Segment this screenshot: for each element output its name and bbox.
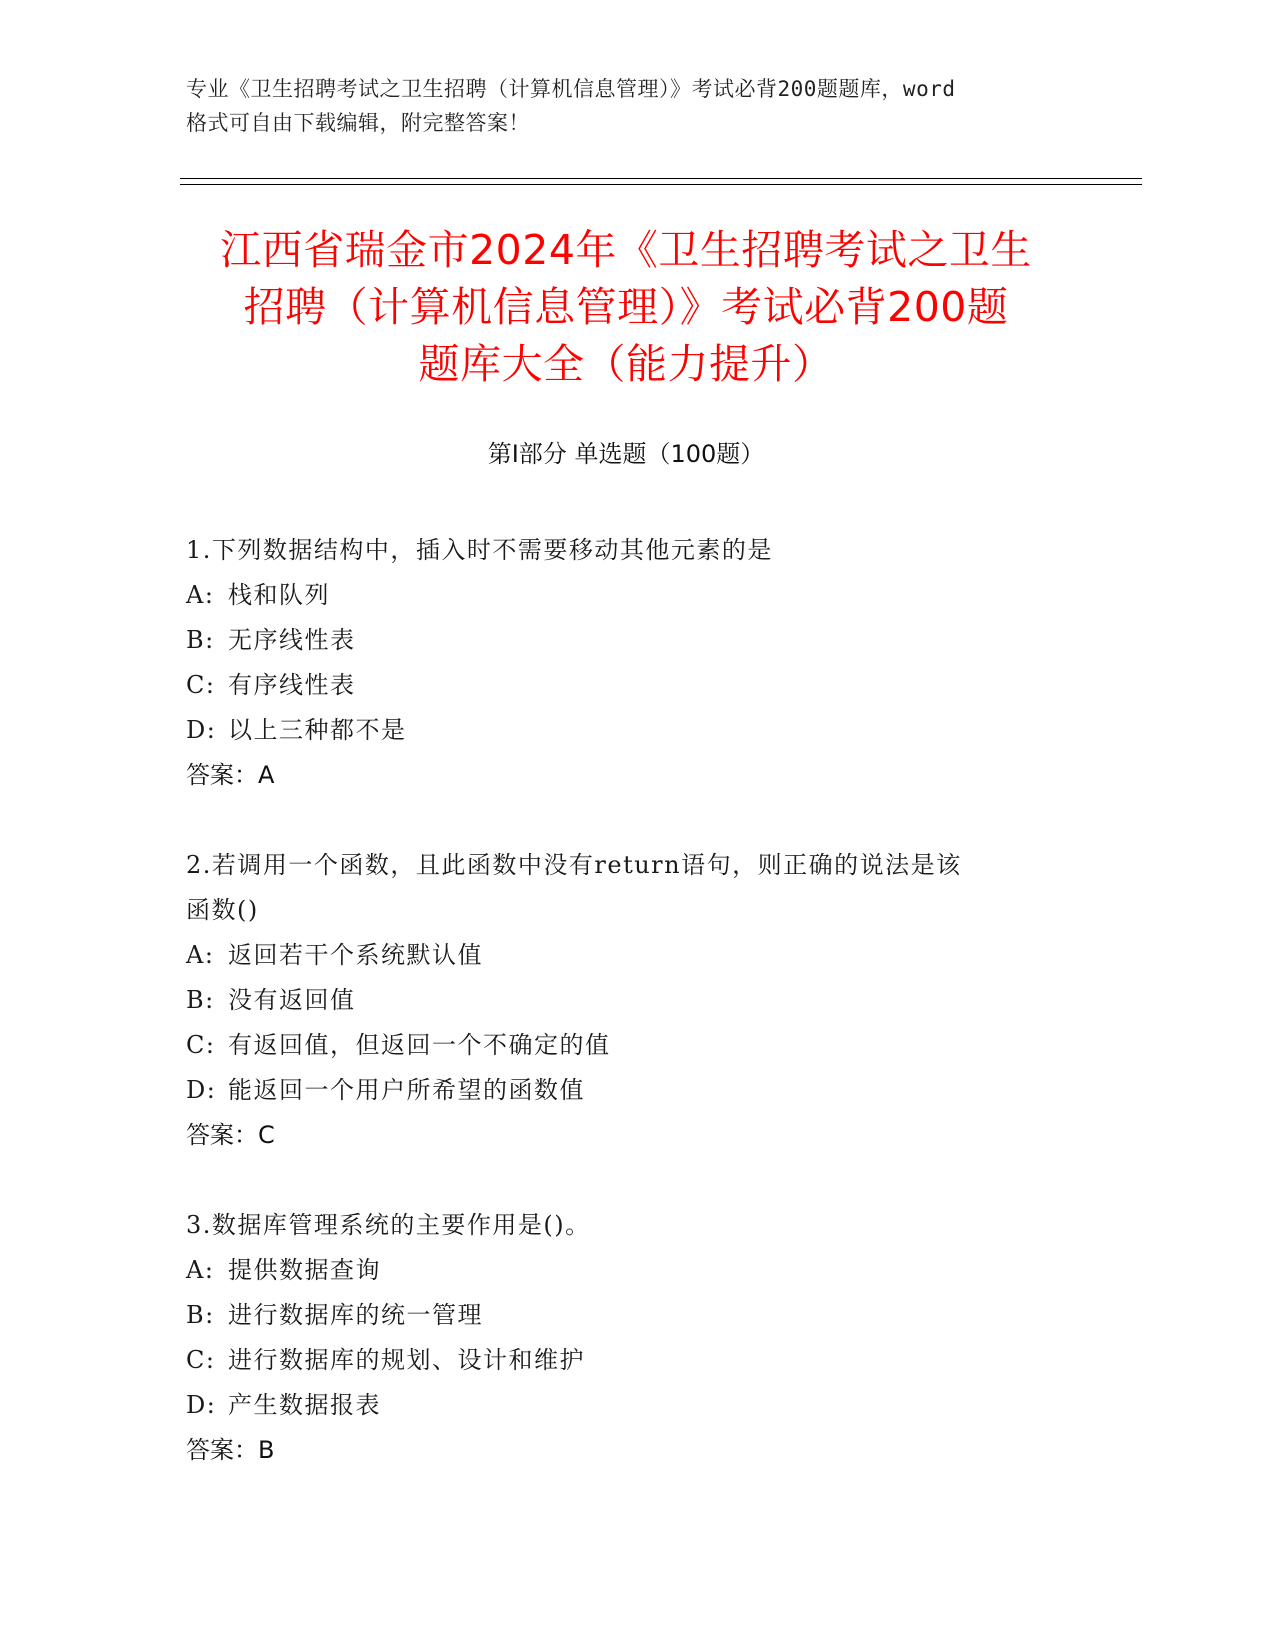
option-b <box>186 618 1086 663</box>
option-key: D: <box>186 716 217 744</box>
option-key: D: <box>186 1391 217 1419</box>
option-text: 进行数据库的统一管理 <box>228 1301 483 1329</box>
option-c <box>186 1023 1086 1068</box>
document-title-line-3: 题库大全（能力提升） <box>418 340 834 388</box>
answer-line: 答案：A <box>186 761 275 789</box>
option-text: 没有返回值 <box>228 986 356 1014</box>
option-d <box>186 708 1086 753</box>
question-2 <box>186 843 1086 1158</box>
option-text: 产生数据报表 <box>228 1391 381 1419</box>
option-key: A: <box>186 581 215 609</box>
header-divider-top <box>180 178 1142 179</box>
option-key: A: <box>186 1256 215 1284</box>
question-stem-continued: 函数() <box>186 896 259 924</box>
option-a <box>186 573 1086 618</box>
question-stem: 1.下列数据结构中，插入时不需要移动其他元素的是 <box>186 536 773 564</box>
question-spacer <box>186 1158 1086 1203</box>
option-key: C: <box>186 1031 216 1059</box>
option-key: B: <box>186 1301 215 1329</box>
option-d <box>186 1383 1086 1428</box>
option-text: 返回若干个系统默认值 <box>228 941 483 969</box>
document-title-line-1: 江西省瑞金市2024年《卫生招聘考试之卫生 <box>220 226 1032 274</box>
option-key: A: <box>186 941 215 969</box>
option-key: B: <box>186 626 215 654</box>
option-text: 能返回一个用户所希望的函数值 <box>228 1076 585 1104</box>
option-key: B: <box>186 986 215 1014</box>
option-text: 栈和队列 <box>228 581 330 609</box>
option-c <box>186 1338 1086 1383</box>
option-text: 进行数据库的规划、设计和维护 <box>228 1346 585 1374</box>
option-text: 无序线性表 <box>228 626 356 654</box>
question-spacer <box>186 798 1086 843</box>
document-title <box>176 222 1076 393</box>
option-text: 有序线性表 <box>228 671 356 699</box>
answer-line: 答案：C <box>186 1121 275 1149</box>
question-stem: 2.若调用一个函数，且此函数中没有return语句，则正确的说法是该 <box>186 851 962 879</box>
question-stem: 3.数据库管理系统的主要作用是()。 <box>186 1211 591 1239</box>
option-text: 以上三种都不是 <box>228 716 407 744</box>
question-list <box>186 528 1086 1473</box>
document-title-line-2: 招聘（计算机信息管理）》考试必背200题 <box>243 283 1009 331</box>
question-1 <box>186 528 1086 798</box>
option-d <box>186 1068 1086 1113</box>
header-note <box>186 72 1066 140</box>
option-c <box>186 663 1086 708</box>
answer-line: 答案：B <box>186 1436 275 1464</box>
option-b <box>186 1293 1086 1338</box>
header-note-line-2: 格式可自由下载编辑，附完整答案！ <box>186 111 530 135</box>
header-note-line-1: 专业《卫生招聘考试之卫生招聘（计算机信息管理）》考试必背200题题库，word <box>186 77 956 101</box>
option-key: C: <box>186 671 216 699</box>
option-a <box>186 1248 1086 1293</box>
option-b <box>186 978 1086 1023</box>
header-divider-bottom <box>180 184 1142 185</box>
option-text: 提供数据查询 <box>228 1256 381 1284</box>
section-title: 第Ⅰ部分 单选题（100题） <box>487 440 765 468</box>
option-key: C: <box>186 1346 216 1374</box>
option-key: D: <box>186 1076 217 1104</box>
question-3 <box>186 1203 1086 1473</box>
option-text: 有返回值，但返回一个不确定的值 <box>228 1031 611 1059</box>
option-a <box>186 933 1086 978</box>
